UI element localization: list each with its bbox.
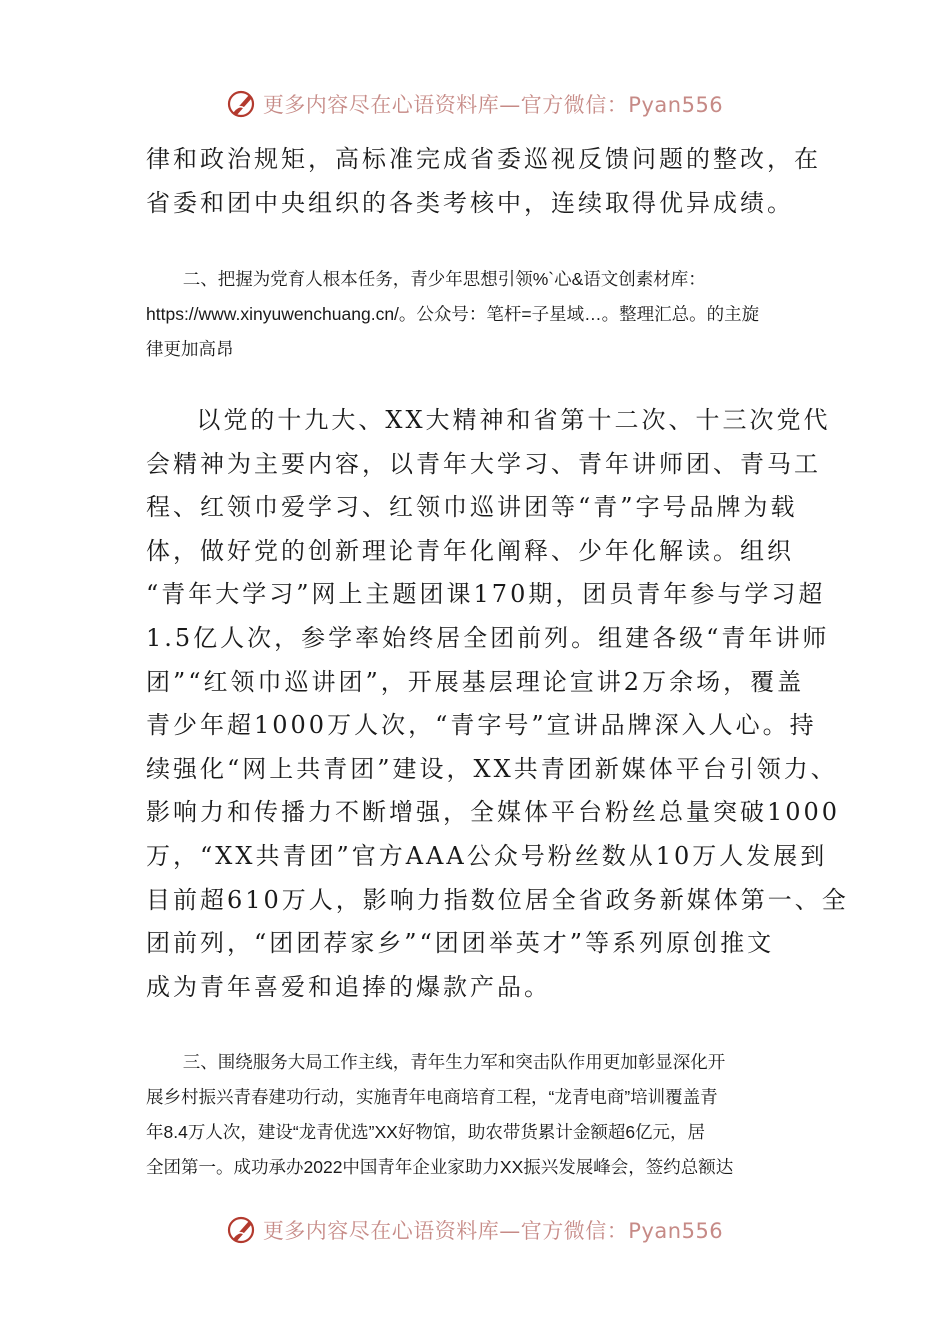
section-three — [146, 1045, 811, 1185]
section-two-body — [146, 399, 849, 1009]
text-line: 省委和团中央组织的各类考核中，连续取得优异成绩。 — [146, 188, 794, 217]
text-line: 成为青年喜爱和追捧的爆款产品。 — [146, 972, 551, 1001]
text-line: 会精神为主要内容，以青年大学习、青年讲师团、青马工 — [146, 449, 821, 478]
pen-logo-icon — [227, 1215, 257, 1245]
section-two-heading — [146, 262, 811, 367]
text-line: 律和政治规矩，高标准完成省委巡视反馈问题的整改，在 — [146, 145, 821, 173]
text-line: 续强化“网上共青团”建设，XX共青团新媒体平台引领力、 — [146, 754, 838, 783]
text-line: 二、把握为党育人根本任务，青少年思想引领%`心&语文创素材库： — [182, 269, 706, 289]
continued-paragraph — [146, 138, 821, 225]
text-line: 三、围绕服务大局工作主线，青年生力军和突击队作用更加彰显深化开 — [182, 1052, 726, 1072]
footer-banner-text: 更多内容尽在心语资料库—官方微信：Pyan556 — [262, 1219, 724, 1243]
text-line: 展乡村振兴青春建功行动，实施青年电商培育工程，“龙青电商”培训覆盖青 — [146, 1087, 718, 1107]
text-line: 年8.4万人次，建设“龙青优选”XX好物馆，助农带货累计金额超6亿元，居 — [146, 1122, 706, 1142]
pen-logo-icon — [227, 89, 257, 119]
text-line: 以党的十九大、XX大精神和省第十二次、十三次党代 — [196, 406, 831, 434]
text-line: 团前列，“团团荐家乡”“团团举英才”等系列原创推文 — [146, 929, 775, 958]
text-line: 律更加高昂 — [146, 339, 234, 359]
text-line: 体，做好党的创新理论青年化阐释、少年化解读。组织 — [146, 536, 794, 565]
header-watermark-banner — [0, 84, 950, 124]
text-line: 程、红领巾爱学习、红领巾巡讲团等“青”字号品牌为载 — [146, 493, 798, 522]
footer-watermark-banner — [0, 1210, 950, 1250]
text-line: 目前超610万人，影响力指数位居全省政务新媒体第一、全 — [146, 885, 849, 914]
text-line: 1.5亿人次，参学率始终居全团前列。组建各级“青年讲师 — [146, 623, 830, 652]
text-line: 团”“红领巾巡讲团”，开展基层理论宣讲2万余场，覆盖 — [146, 667, 805, 696]
text-line: https://www.xinyuwenchuang.cn/。公众号：笔杆=子星域…。整理汇总。的主旋 — [146, 304, 760, 324]
text-line: “青年大学习”网上主题团课170期，团员青年参与学习超 — [146, 580, 826, 609]
text-line: 影响力和传播力不断增强，全媒体平台粉丝总量突破1000 — [146, 798, 841, 827]
text-line: 万，“XX共青团”官方AAA公众号粉丝数从10万人发展到 — [146, 841, 828, 870]
text-line: 青少年超1000万人次，“青字号”宣讲品牌深入人心。持 — [146, 711, 817, 740]
header-banner-text: 更多内容尽在心语资料库—官方微信：Pyan556 — [262, 93, 724, 117]
text-line: 全团第一。成功承办2022中国青年企业家助力XX振兴发展峰会，签约总额达 — [146, 1157, 734, 1177]
